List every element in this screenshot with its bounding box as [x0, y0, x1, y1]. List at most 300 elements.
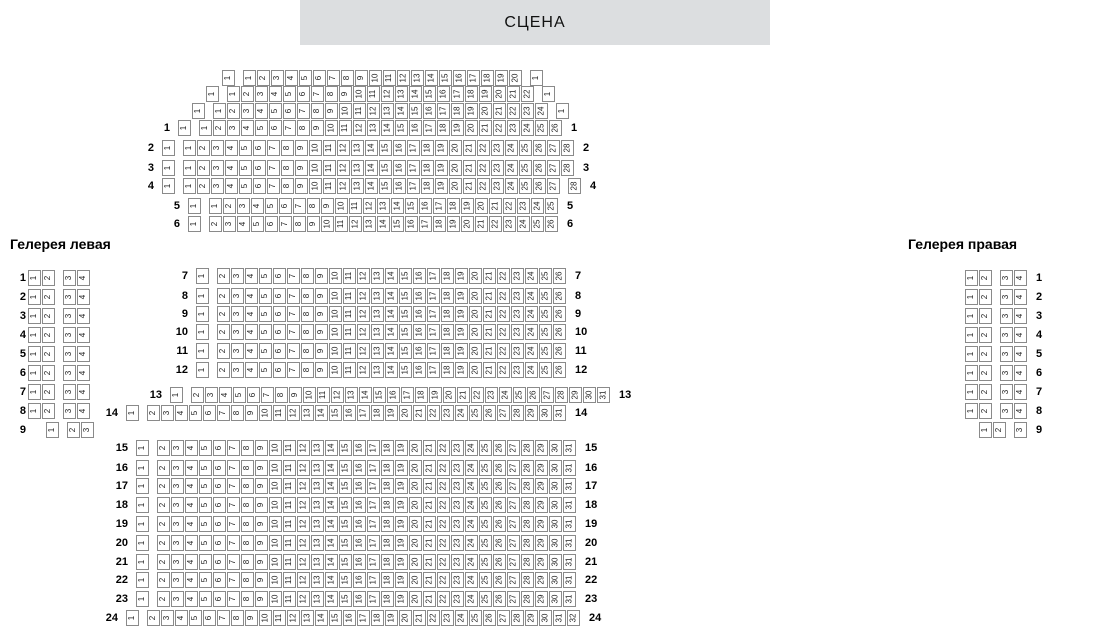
- seat[interactable]: [371, 268, 384, 284]
- seat[interactable]: [136, 460, 149, 476]
- seat[interactable]: [399, 362, 412, 378]
- seat[interactable]: [507, 120, 520, 136]
- seat[interactable]: [351, 160, 364, 176]
- seat[interactable]: [383, 70, 396, 86]
- seat[interactable]: [421, 178, 434, 194]
- seat[interactable]: [367, 516, 380, 532]
- seat[interactable]: [175, 610, 188, 626]
- seat[interactable]: [205, 387, 218, 403]
- seat[interactable]: [183, 160, 196, 176]
- seat[interactable]: [511, 306, 524, 322]
- seat[interactable]: [505, 160, 518, 176]
- seat[interactable]: [77, 289, 90, 305]
- seat[interactable]: [223, 198, 236, 214]
- seat[interactable]: [157, 497, 170, 513]
- seat[interactable]: [511, 610, 524, 626]
- seat[interactable]: [42, 384, 55, 400]
- seat[interactable]: [427, 610, 440, 626]
- seat[interactable]: [367, 440, 380, 456]
- seat[interactable]: [259, 610, 272, 626]
- seat[interactable]: [371, 343, 384, 359]
- seat[interactable]: [563, 460, 576, 476]
- seat[interactable]: [269, 460, 282, 476]
- seat[interactable]: [245, 343, 258, 359]
- seat[interactable]: [423, 478, 436, 494]
- seat[interactable]: [231, 610, 244, 626]
- seat[interactable]: [485, 387, 498, 403]
- seat[interactable]: [391, 198, 404, 214]
- seat[interactable]: [365, 160, 378, 176]
- seat[interactable]: [353, 497, 366, 513]
- seat[interactable]: [185, 535, 198, 551]
- seat[interactable]: [339, 497, 352, 513]
- seat[interactable]: [449, 178, 462, 194]
- seat[interactable]: [355, 70, 368, 86]
- seat[interactable]: [241, 591, 254, 607]
- seat[interactable]: [507, 554, 520, 570]
- seat[interactable]: [471, 387, 484, 403]
- seat[interactable]: [549, 497, 562, 513]
- seat[interactable]: [251, 198, 264, 214]
- seat[interactable]: [465, 478, 478, 494]
- seat[interactable]: [339, 120, 352, 136]
- seat[interactable]: [535, 554, 548, 570]
- seat[interactable]: [363, 216, 376, 232]
- seat[interactable]: [42, 289, 55, 305]
- seat[interactable]: [521, 478, 534, 494]
- seat[interactable]: [437, 103, 450, 119]
- seat[interactable]: [399, 405, 412, 421]
- seat[interactable]: [535, 497, 548, 513]
- seat[interactable]: [311, 516, 324, 532]
- seat[interactable]: [521, 497, 534, 513]
- seat[interactable]: [299, 70, 312, 86]
- seat[interactable]: [553, 610, 566, 626]
- seat[interactable]: [437, 591, 450, 607]
- seat[interactable]: [441, 268, 454, 284]
- seat[interactable]: [497, 324, 510, 340]
- seat[interactable]: [357, 362, 370, 378]
- seat[interactable]: [136, 440, 149, 456]
- seat[interactable]: [329, 405, 342, 421]
- seat[interactable]: [353, 535, 366, 551]
- seat[interactable]: [563, 554, 576, 570]
- seat[interactable]: [199, 497, 212, 513]
- seat[interactable]: [255, 120, 268, 136]
- seat[interactable]: [419, 198, 432, 214]
- seat[interactable]: [171, 516, 184, 532]
- seat[interactable]: [371, 610, 384, 626]
- seat[interactable]: [407, 140, 420, 156]
- seat[interactable]: [273, 268, 286, 284]
- seat[interactable]: [965, 327, 978, 343]
- seat[interactable]: [185, 554, 198, 570]
- seat[interactable]: [28, 346, 41, 362]
- seat[interactable]: [269, 572, 282, 588]
- seat[interactable]: [343, 306, 356, 322]
- seat[interactable]: [339, 478, 352, 494]
- seat[interactable]: [63, 365, 76, 381]
- seat[interactable]: [261, 387, 274, 403]
- seat[interactable]: [413, 610, 426, 626]
- seat[interactable]: [63, 308, 76, 324]
- seat[interactable]: [275, 387, 288, 403]
- seat[interactable]: [435, 178, 448, 194]
- seat[interactable]: [479, 440, 492, 456]
- seat[interactable]: [287, 288, 300, 304]
- seat[interactable]: [455, 324, 468, 340]
- seat[interactable]: [395, 497, 408, 513]
- seat[interactable]: [283, 120, 296, 136]
- seat[interactable]: [157, 460, 170, 476]
- seat[interactable]: [479, 516, 492, 532]
- seat[interactable]: [255, 554, 268, 570]
- seat[interactable]: [287, 268, 300, 284]
- seat[interactable]: [199, 460, 212, 476]
- seat[interactable]: [521, 554, 534, 570]
- seat[interactable]: [211, 178, 224, 194]
- seat[interactable]: [196, 288, 209, 304]
- seat[interactable]: [161, 405, 174, 421]
- seat[interactable]: [183, 140, 196, 156]
- seat[interactable]: [413, 405, 426, 421]
- seat[interactable]: [341, 70, 354, 86]
- seat[interactable]: [301, 405, 314, 421]
- seat[interactable]: [171, 572, 184, 588]
- seat[interactable]: [451, 440, 464, 456]
- seat[interactable]: [385, 324, 398, 340]
- seat[interactable]: [563, 591, 576, 607]
- seat[interactable]: [213, 516, 226, 532]
- seat[interactable]: [321, 216, 334, 232]
- seat[interactable]: [325, 460, 338, 476]
- seat[interactable]: [283, 554, 296, 570]
- seat[interactable]: [255, 460, 268, 476]
- seat[interactable]: [369, 70, 382, 86]
- seat[interactable]: [505, 140, 518, 156]
- seat[interactable]: [549, 478, 562, 494]
- seat[interactable]: [441, 288, 454, 304]
- seat[interactable]: [315, 324, 328, 340]
- seat[interactable]: [213, 120, 226, 136]
- seat[interactable]: [251, 216, 264, 232]
- seat[interactable]: [273, 324, 286, 340]
- seat[interactable]: [381, 440, 394, 456]
- seat[interactable]: [371, 405, 384, 421]
- seat[interactable]: [423, 440, 436, 456]
- seat[interactable]: [511, 268, 524, 284]
- seat[interactable]: [455, 268, 468, 284]
- seat[interactable]: [475, 216, 488, 232]
- seat[interactable]: [443, 387, 456, 403]
- seat[interactable]: [77, 384, 90, 400]
- seat[interactable]: [339, 86, 352, 102]
- seat[interactable]: [371, 288, 384, 304]
- seat[interactable]: [281, 178, 294, 194]
- seat[interactable]: [241, 497, 254, 513]
- seat[interactable]: [223, 216, 236, 232]
- seat[interactable]: [381, 572, 394, 588]
- seat[interactable]: [371, 362, 384, 378]
- seat[interactable]: [28, 384, 41, 400]
- seat[interactable]: [493, 535, 506, 551]
- seat[interactable]: [255, 440, 268, 456]
- seat[interactable]: [255, 572, 268, 588]
- seat[interactable]: [325, 120, 338, 136]
- seat[interactable]: [255, 86, 268, 102]
- seat[interactable]: [381, 535, 394, 551]
- seat[interactable]: [547, 178, 560, 194]
- seat[interactable]: [196, 362, 209, 378]
- seat[interactable]: [191, 387, 204, 403]
- seat[interactable]: [385, 288, 398, 304]
- seat[interactable]: [357, 324, 370, 340]
- seat[interactable]: [503, 216, 516, 232]
- seat[interactable]: [367, 497, 380, 513]
- seat[interactable]: [315, 268, 328, 284]
- seat[interactable]: [222, 70, 235, 86]
- seat[interactable]: [385, 405, 398, 421]
- seat[interactable]: [287, 306, 300, 322]
- seat[interactable]: [399, 324, 412, 340]
- seat[interactable]: [227, 497, 240, 513]
- seat[interactable]: [323, 160, 336, 176]
- seat[interactable]: [367, 103, 380, 119]
- seat[interactable]: [241, 535, 254, 551]
- seat[interactable]: [521, 103, 534, 119]
- seat[interactable]: [303, 387, 316, 403]
- seat[interactable]: [535, 460, 548, 476]
- seat[interactable]: [385, 268, 398, 284]
- seat[interactable]: [297, 535, 310, 551]
- seat[interactable]: [531, 216, 544, 232]
- seat[interactable]: [489, 198, 502, 214]
- seat[interactable]: [315, 610, 328, 626]
- seat[interactable]: [553, 362, 566, 378]
- seat[interactable]: [311, 591, 324, 607]
- seat[interactable]: [206, 86, 219, 102]
- seat[interactable]: [461, 216, 474, 232]
- seat[interactable]: [297, 554, 310, 570]
- seat[interactable]: [269, 554, 282, 570]
- seat[interactable]: [411, 70, 424, 86]
- seat[interactable]: [553, 324, 566, 340]
- seat[interactable]: [241, 103, 254, 119]
- seat[interactable]: [525, 610, 538, 626]
- seat[interactable]: [385, 362, 398, 378]
- seat[interactable]: [441, 306, 454, 322]
- seat[interactable]: [463, 140, 476, 156]
- seat[interactable]: [563, 572, 576, 588]
- seat[interactable]: [42, 270, 55, 286]
- seat[interactable]: [287, 343, 300, 359]
- seat[interactable]: [395, 103, 408, 119]
- seat[interactable]: [196, 306, 209, 322]
- seat[interactable]: [297, 460, 310, 476]
- seat[interactable]: [409, 535, 422, 551]
- seat[interactable]: [295, 160, 308, 176]
- seat[interactable]: [381, 460, 394, 476]
- seat[interactable]: [409, 497, 422, 513]
- seat[interactable]: [451, 497, 464, 513]
- seat[interactable]: [441, 610, 454, 626]
- seat[interactable]: [289, 387, 302, 403]
- seat[interactable]: [385, 306, 398, 322]
- seat[interactable]: [217, 610, 230, 626]
- seat[interactable]: [549, 120, 562, 136]
- seat[interactable]: [455, 362, 468, 378]
- seat[interactable]: [357, 610, 370, 626]
- seat[interactable]: [269, 86, 282, 102]
- seat[interactable]: [28, 308, 41, 324]
- seat[interactable]: [353, 516, 366, 532]
- seat[interactable]: [993, 422, 1006, 438]
- seat[interactable]: [535, 535, 548, 551]
- seat[interactable]: [385, 343, 398, 359]
- seat[interactable]: [321, 198, 334, 214]
- seat[interactable]: [437, 440, 450, 456]
- seat[interactable]: [479, 535, 492, 551]
- seat[interactable]: [171, 440, 184, 456]
- seat[interactable]: [373, 387, 386, 403]
- seat[interactable]: [325, 591, 338, 607]
- seat[interactable]: [283, 103, 296, 119]
- seat[interactable]: [437, 554, 450, 570]
- seat[interactable]: [273, 405, 286, 421]
- seat[interactable]: [371, 306, 384, 322]
- seat[interactable]: [479, 591, 492, 607]
- seat[interactable]: [203, 610, 216, 626]
- seat[interactable]: [281, 140, 294, 156]
- seat[interactable]: [269, 103, 282, 119]
- seat[interactable]: [136, 572, 149, 588]
- seat[interactable]: [381, 120, 394, 136]
- seat[interactable]: [213, 554, 226, 570]
- seat[interactable]: [1000, 289, 1013, 305]
- seat[interactable]: [325, 572, 338, 588]
- seat[interactable]: [521, 535, 534, 551]
- seat[interactable]: [507, 460, 520, 476]
- seat[interactable]: [511, 288, 524, 304]
- seat[interactable]: [423, 86, 436, 102]
- seat[interactable]: [483, 288, 496, 304]
- seat[interactable]: [965, 346, 978, 362]
- seat[interactable]: [1014, 422, 1027, 438]
- seat[interactable]: [539, 405, 552, 421]
- seat[interactable]: [349, 216, 362, 232]
- seat[interactable]: [381, 554, 394, 570]
- seat[interactable]: [521, 572, 534, 588]
- seat[interactable]: [265, 198, 278, 214]
- seat[interactable]: [227, 554, 240, 570]
- seat[interactable]: [213, 591, 226, 607]
- seat[interactable]: [279, 198, 292, 214]
- seat[interactable]: [367, 572, 380, 588]
- seat[interactable]: [63, 327, 76, 343]
- seat[interactable]: [395, 460, 408, 476]
- seat[interactable]: [377, 198, 390, 214]
- seat[interactable]: [192, 103, 205, 119]
- seat[interactable]: [363, 198, 376, 214]
- seat[interactable]: [395, 440, 408, 456]
- seat[interactable]: [63, 346, 76, 362]
- seat[interactable]: [307, 216, 320, 232]
- seat[interactable]: [437, 535, 450, 551]
- seat[interactable]: [491, 160, 504, 176]
- seat[interactable]: [455, 610, 468, 626]
- seat[interactable]: [209, 216, 222, 232]
- seat[interactable]: [343, 288, 356, 304]
- seat[interactable]: [136, 516, 149, 532]
- seat[interactable]: [1014, 327, 1027, 343]
- seat[interactable]: [315, 343, 328, 359]
- seat[interactable]: [329, 268, 342, 284]
- seat[interactable]: [423, 572, 436, 588]
- seat[interactable]: [483, 405, 496, 421]
- seat[interactable]: [293, 216, 306, 232]
- seat[interactable]: [297, 440, 310, 456]
- seat[interactable]: [395, 120, 408, 136]
- seat[interactable]: [477, 178, 490, 194]
- seat[interactable]: [965, 270, 978, 286]
- seat[interactable]: [147, 405, 160, 421]
- seat[interactable]: [285, 70, 298, 86]
- seat[interactable]: [77, 308, 90, 324]
- seat[interactable]: [42, 346, 55, 362]
- seat[interactable]: [273, 343, 286, 359]
- seat[interactable]: [457, 387, 470, 403]
- seat[interactable]: [171, 591, 184, 607]
- seat[interactable]: [343, 324, 356, 340]
- seat[interactable]: [563, 535, 576, 551]
- seat[interactable]: [1014, 289, 1027, 305]
- seat[interactable]: [257, 70, 270, 86]
- seat[interactable]: [437, 120, 450, 136]
- seat[interactable]: [46, 422, 59, 438]
- seat[interactable]: [451, 86, 464, 102]
- seat[interactable]: [231, 405, 244, 421]
- seat[interactable]: [493, 440, 506, 456]
- seat[interactable]: [507, 535, 520, 551]
- seat[interactable]: [393, 160, 406, 176]
- seat[interactable]: [547, 140, 560, 156]
- seat[interactable]: [339, 554, 352, 570]
- seat[interactable]: [301, 288, 314, 304]
- seat[interactable]: [413, 268, 426, 284]
- seat[interactable]: [493, 554, 506, 570]
- seat[interactable]: [267, 178, 280, 194]
- seat[interactable]: [493, 516, 506, 532]
- seat[interactable]: [437, 86, 450, 102]
- seat[interactable]: [535, 572, 548, 588]
- seat[interactable]: [157, 516, 170, 532]
- seat[interactable]: [227, 440, 240, 456]
- seat[interactable]: [479, 478, 492, 494]
- seat[interactable]: [297, 591, 310, 607]
- seat[interactable]: [423, 535, 436, 551]
- seat[interactable]: [461, 198, 474, 214]
- seat[interactable]: [979, 289, 992, 305]
- seat[interactable]: [199, 591, 212, 607]
- seat[interactable]: [329, 343, 342, 359]
- seat[interactable]: [161, 610, 174, 626]
- seat[interactable]: [343, 343, 356, 359]
- seat[interactable]: [313, 70, 326, 86]
- seat[interactable]: [547, 160, 560, 176]
- seat[interactable]: [329, 288, 342, 304]
- seat[interactable]: [409, 86, 422, 102]
- seat[interactable]: [409, 440, 422, 456]
